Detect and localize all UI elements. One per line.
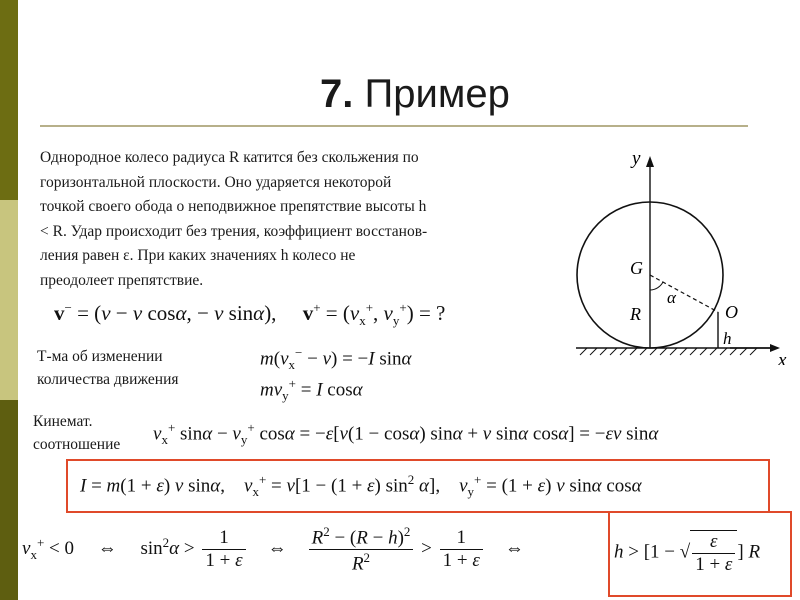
- title-number: 7.: [320, 72, 354, 116]
- sidebar-decoration: [0, 0, 18, 600]
- paragraph-line: горизонтальной плоскости. Оно ударяется некоторой: [40, 173, 392, 191]
- kinematic-label-line: Кинемат.: [33, 413, 93, 430]
- momentum-equation-2: $mv_y^+ = I$ cosα: [260, 376, 363, 404]
- sidebar-segment-mid: [0, 200, 18, 400]
- alpha-label: α: [667, 288, 676, 307]
- final-answer: h > [1 − √ $\frac{\varepsilon}{1 + \varepsilon}$ ] R: [614, 531, 761, 575]
- height-label: h: [723, 329, 732, 348]
- velocity-equation: v− = (v − v cosα, − v sinα), $v^+ = (v_x^+$, $v_y^+$) = ?: [54, 300, 446, 329]
- kinematic-equation: $v_x^+$ $\sin\alpha - v_y^+$ cosα = −ε[v(1 − cosα) sinα + v sinα cosα] = −εv sinα: [153, 420, 659, 448]
- y-axis-label: y: [632, 148, 641, 169]
- paragraph-line: преодолеет препятствие.: [40, 271, 204, 289]
- radius-to-contact: [650, 275, 718, 312]
- sidebar-segment-bottom: [0, 400, 18, 600]
- radius-label: R: [630, 304, 641, 324]
- slide-title: [320, 72, 510, 117]
- momentum-equation-1: $m(v_x^- - v) = -I$ sinα: [260, 345, 412, 373]
- angle-arc: [650, 282, 663, 290]
- theorem-label-line: количества движения: [37, 371, 179, 388]
- problem-statement: [40, 146, 550, 293]
- center-label: G: [630, 258, 643, 278]
- theorem-label: [37, 345, 179, 391]
- title-divider: [40, 125, 748, 127]
- kinematic-label: [33, 410, 120, 456]
- kinematic-label-line: соотношение: [33, 436, 121, 453]
- y-axis-arrow: [646, 156, 654, 167]
- paragraph-line: Однородное колесо радиуса R катится без скольжения по: [40, 149, 419, 166]
- result-equation: I = m(1 + ε) v sinα, $v_x^+ = v[1 - (1 + \varepsilon)$ $\sin^2 \alpha$], $v_y^+ = (1 + \varepsilon)$ v sinα cosα: [80, 472, 642, 500]
- theorem-label-line: Т-ма об изменении: [37, 348, 163, 365]
- ground-hatching: [580, 348, 757, 355]
- sidebar-segment-top: [0, 0, 18, 200]
- condition-chain: $v_x^+ < 0$ ⇔ $\sin^2\alpha$ > $\frac{1}{1 + \varepsilon}$ ⇔ $\frac{R^2 - (R - h)^2}{R^2}$ > $\frac{1}{1 + \varepsilon}$ ⇔: [22, 524, 524, 575]
- title-text: Пример: [364, 72, 510, 116]
- paragraph-line: точкой своего обода о неподвижное препятствие высоты h: [40, 198, 427, 215]
- paragraph-line: ления равен ε. При каких значениях h колесо не: [40, 247, 356, 264]
- contact-point-label: O: [725, 302, 738, 322]
- wheel-diagram: [570, 140, 795, 365]
- paragraph-line: < R. Удар происходит без трения, коэффициент восстанов-: [40, 222, 428, 240]
- x-axis-label: x: [778, 350, 787, 365]
